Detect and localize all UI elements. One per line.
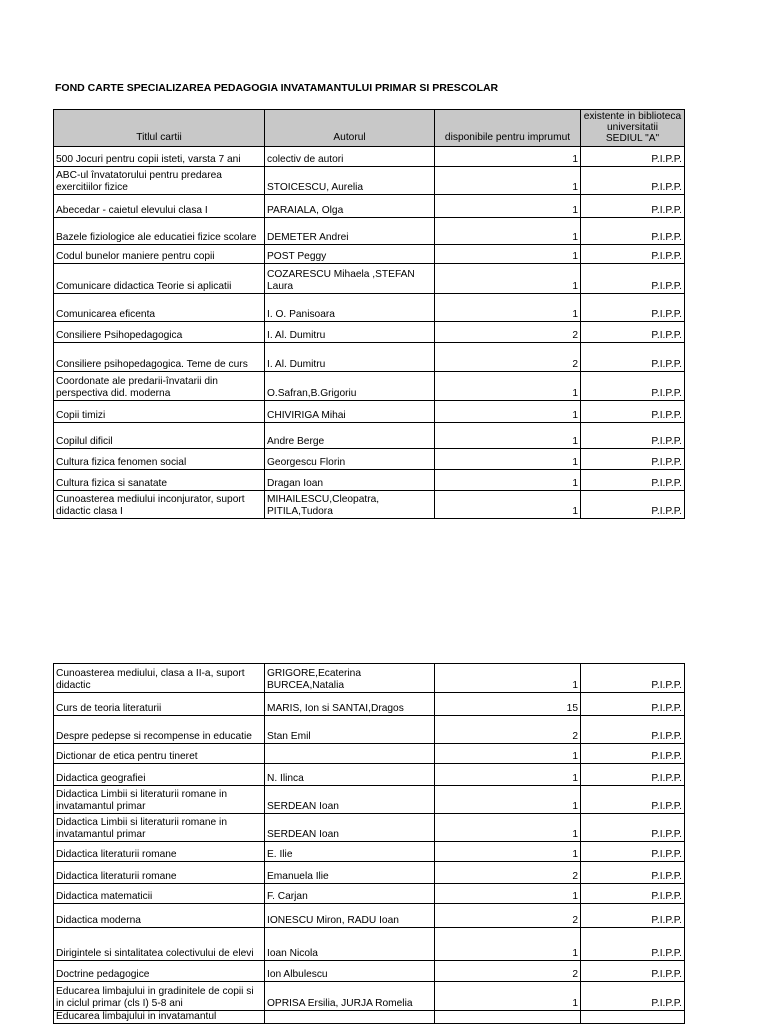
table-row: [54, 372, 685, 401]
book-title-cell: Cultura fizica si sanatate: [54, 470, 265, 491]
available-count-cell: 1: [435, 664, 581, 693]
available-count-cell: 1: [435, 147, 581, 167]
available-count-cell: 1: [435, 884, 581, 904]
book-title-cell: Dictionar de etica pentru tineret: [54, 744, 265, 764]
author-cell: I. Al. Dumitru: [265, 322, 435, 343]
table-row: [54, 245, 685, 264]
available-count-cell: 1: [435, 982, 581, 1011]
available-count-cell: 1: [435, 264, 581, 294]
available-count-cell: 2: [435, 322, 581, 343]
table-row: [54, 322, 685, 343]
available-count-cell: 1: [435, 491, 581, 519]
author-cell: OPRISA Ersilia, JURJA Romelia: [265, 982, 435, 1011]
author-cell: N. Ilinca: [265, 764, 435, 786]
book-title-cell: Copii timizi: [54, 401, 265, 423]
location-cell: P.I.P.P.: [581, 764, 685, 786]
author-cell: E. Ilie: [265, 842, 435, 862]
table-row: [54, 982, 685, 1011]
available-count-cell: [435, 1011, 581, 1024]
available-count-cell: 2: [435, 904, 581, 928]
column-header-available: disponibile pentru imprumut: [435, 110, 581, 147]
book-title-cell: Bazele fiziologice ale educatiei fizice scolare: [54, 218, 265, 245]
table-row: [54, 449, 685, 470]
author-cell: POST Peggy: [265, 245, 435, 264]
location-cell: P.I.P.P.: [581, 716, 685, 744]
book-title-cell: Cunoasterea mediului inconjurator, suport didactic clasa I: [54, 491, 265, 519]
location-cell: P.I.P.P.: [581, 982, 685, 1011]
book-title-cell: Despre pedepse si recompense in educatie: [54, 716, 265, 744]
author-cell: DEMETER Andrei: [265, 218, 435, 245]
author-cell: Ioan Nicola: [265, 928, 435, 961]
table-row: [54, 928, 685, 961]
author-cell: I. Al. Dumitru: [265, 343, 435, 372]
available-count-cell: 15: [435, 693, 581, 716]
author-cell: COZARESCU Mihaela ,STEFAN Laura: [265, 264, 435, 294]
location-cell: P.I.P.P.: [581, 264, 685, 294]
book-title-cell: Didactica geografiei: [54, 764, 265, 786]
author-cell: SERDEAN Ioan: [265, 786, 435, 814]
book-title-cell: ABC-ul învatatorului pentru predarea exercitiilor fizice: [54, 167, 265, 195]
available-count-cell: 1: [435, 814, 581, 842]
available-count-cell: 2: [435, 716, 581, 744]
table-row: [54, 1011, 685, 1024]
table-row: [54, 491, 685, 519]
author-cell: Stan Emil: [265, 716, 435, 744]
book-title-cell: Dirigintele si sintalitatea colectivului de elevi: [54, 928, 265, 961]
location-cell: P.I.P.P.: [581, 786, 685, 814]
author-cell: PARAIALA, Olga: [265, 195, 435, 218]
location-cell: P.I.P.P.: [581, 195, 685, 218]
location-cell: P.I.P.P.: [581, 322, 685, 343]
location-cell: P.I.P.P.: [581, 664, 685, 693]
table-row: [54, 195, 685, 218]
available-count-cell: 1: [435, 470, 581, 491]
available-count-cell: 1: [435, 167, 581, 195]
book-table-1: [53, 109, 685, 519]
location-cell: P.I.P.P.: [581, 884, 685, 904]
author-cell: SERDEAN Ioan: [265, 814, 435, 842]
available-count-cell: 1: [435, 218, 581, 245]
book-title-cell: Copilul dificil: [54, 423, 265, 449]
book-title-cell: Abecedar - caietul elevului clasa I: [54, 195, 265, 218]
author-cell: [265, 744, 435, 764]
book-title-cell: Codul bunelor maniere pentru copii: [54, 245, 265, 264]
available-count-cell: 1: [435, 195, 581, 218]
table-row: [54, 716, 685, 744]
location-cell: P.I.P.P.: [581, 744, 685, 764]
available-count-cell: 1: [435, 372, 581, 401]
table-row: [54, 343, 685, 372]
location-header-line: existente in biblioteca: [583, 111, 682, 122]
location-header-line: universitatii: [607, 122, 658, 133]
book-title-cell: Comunicare didactica Teorie si aplicatii: [54, 264, 265, 294]
table-row: [54, 470, 685, 491]
available-count-cell: 1: [435, 449, 581, 470]
location-cell: P.I.P.P.: [581, 961, 685, 982]
available-count-cell: 1: [435, 245, 581, 264]
author-cell: Ion Albulescu: [265, 961, 435, 982]
author-cell: MARIS, Ion si SANTAI,Dragos: [265, 693, 435, 716]
location-cell: P.I.P.P.: [581, 423, 685, 449]
column-header-title: Titlul cartii: [54, 110, 265, 147]
location-cell: P.I.P.P.: [581, 245, 685, 264]
available-count-cell: 1: [435, 423, 581, 449]
location-cell: P.I.P.P.: [581, 147, 685, 167]
book-title-cell: Educarea limbajului in gradinitele de copii si in ciclul primar (cls I) 5-8 ani: [54, 982, 265, 1011]
available-count-cell: 2: [435, 343, 581, 372]
location-cell: P.I.P.P.: [581, 693, 685, 716]
table-row: [54, 218, 685, 245]
location-cell: P.I.P.P.: [581, 449, 685, 470]
book-title-cell: Comunicarea eficenta: [54, 294, 265, 322]
location-cell: [581, 1011, 685, 1024]
available-count-cell: 1: [435, 294, 581, 322]
table-row: [54, 961, 685, 982]
author-cell: [265, 1011, 435, 1024]
table-row: [54, 764, 685, 786]
location-cell: P.I.P.P.: [581, 491, 685, 519]
author-cell: STOICESCU, Aurelia: [265, 167, 435, 195]
book-title-cell: Doctrine pedagogice: [54, 961, 265, 982]
column-header-author: Autorul: [265, 110, 435, 147]
location-cell: P.I.P.P.: [581, 862, 685, 884]
book-title-cell: Didactica Limbii si literaturii romane in invatamantul primar: [54, 814, 265, 842]
location-cell: P.I.P.P.: [581, 814, 685, 842]
book-title-cell: Didactica matematicii: [54, 884, 265, 904]
author-cell: Emanuela Ilie: [265, 862, 435, 884]
author-cell: colectiv de autori: [265, 147, 435, 167]
location-cell: P.I.P.P.: [581, 904, 685, 928]
book-title-cell: Didactica Limbii si literaturii romane in invatamantul primar: [54, 786, 265, 814]
location-cell: P.I.P.P.: [581, 372, 685, 401]
available-count-cell: 1: [435, 786, 581, 814]
document-title: FOND CARTE SPECIALIZAREA PEDAGOGIA INVATAMANTULUI PRIMAR SI PRESCOLAR: [55, 82, 499, 94]
author-cell: GRIGORE,Ecaterina BURCEA,Natalia: [265, 664, 435, 693]
table-row: [54, 693, 685, 716]
table-row: [54, 786, 685, 814]
author-cell: F. Carjan: [265, 884, 435, 904]
location-cell: P.I.P.P.: [581, 470, 685, 491]
available-count-cell: 1: [435, 842, 581, 862]
location-cell: P.I.P.P.: [581, 167, 685, 195]
table-row: [54, 842, 685, 862]
book-title-cell: Educarea limbajului in invatamantul: [54, 1011, 265, 1024]
table-row: [54, 423, 685, 449]
table-row: [54, 862, 685, 884]
location-header-line: SEDIUL "A": [605, 133, 660, 144]
author-cell: Georgescu Florin: [265, 449, 435, 470]
location-cell: P.I.P.P.: [581, 928, 685, 961]
book-table-2: [53, 663, 685, 1024]
available-count-cell: 1: [435, 928, 581, 961]
table-row: [54, 147, 685, 167]
column-header-location: [581, 110, 685, 147]
author-cell: MIHAILESCU,Cleopatra, PITILA,Tudora: [265, 491, 435, 519]
author-cell: CHIVIRIGA Mihai: [265, 401, 435, 423]
table-row: [54, 167, 685, 195]
table-row: [54, 744, 685, 764]
table-row: [54, 264, 685, 294]
available-count-cell: 1: [435, 764, 581, 786]
table-row: [54, 884, 685, 904]
book-title-cell: Consiliere psihopedagogica. Teme de curs: [54, 343, 265, 372]
header-row: [54, 110, 685, 147]
table-row: [54, 294, 685, 322]
available-count-cell: 2: [435, 862, 581, 884]
available-count-cell: 1: [435, 401, 581, 423]
book-title-cell: Curs de teoria literaturii: [54, 693, 265, 716]
author-cell: I. O. Panisoara: [265, 294, 435, 322]
location-cell: P.I.P.P.: [581, 218, 685, 245]
location-cell: P.I.P.P.: [581, 294, 685, 322]
table-row: [54, 814, 685, 842]
table-row: [54, 904, 685, 928]
book-title-cell: Consiliere Psihopedagogica: [54, 322, 265, 343]
book-title-cell: Didactica literaturii romane: [54, 842, 265, 862]
book-title-cell: Cultura fizica fenomen social: [54, 449, 265, 470]
available-count-cell: 2: [435, 961, 581, 982]
available-count-cell: 1: [435, 744, 581, 764]
location-cell: P.I.P.P.: [581, 343, 685, 372]
author-cell: O.Safran,B.Grigoriu: [265, 372, 435, 401]
table-row: [54, 401, 685, 423]
location-cell: P.I.P.P.: [581, 842, 685, 862]
book-title-cell: Didactica moderna: [54, 904, 265, 928]
book-title-cell: Coordonate ale predarii-învatarii din perspectiva did. moderna: [54, 372, 265, 401]
author-cell: Dragan Ioan: [265, 470, 435, 491]
book-title-cell: 500 Jocuri pentru copii isteti, varsta 7 ani: [54, 147, 265, 167]
table-row: [54, 664, 685, 693]
location-cell: P.I.P.P.: [581, 401, 685, 423]
book-title-cell: Cunoasterea mediului, clasa a II-a, suport didactic: [54, 664, 265, 693]
book-title-cell: Didactica literaturii romane: [54, 862, 265, 884]
author-cell: IONESCU Miron, RADU Ioan: [265, 904, 435, 928]
author-cell: Andre Berge: [265, 423, 435, 449]
